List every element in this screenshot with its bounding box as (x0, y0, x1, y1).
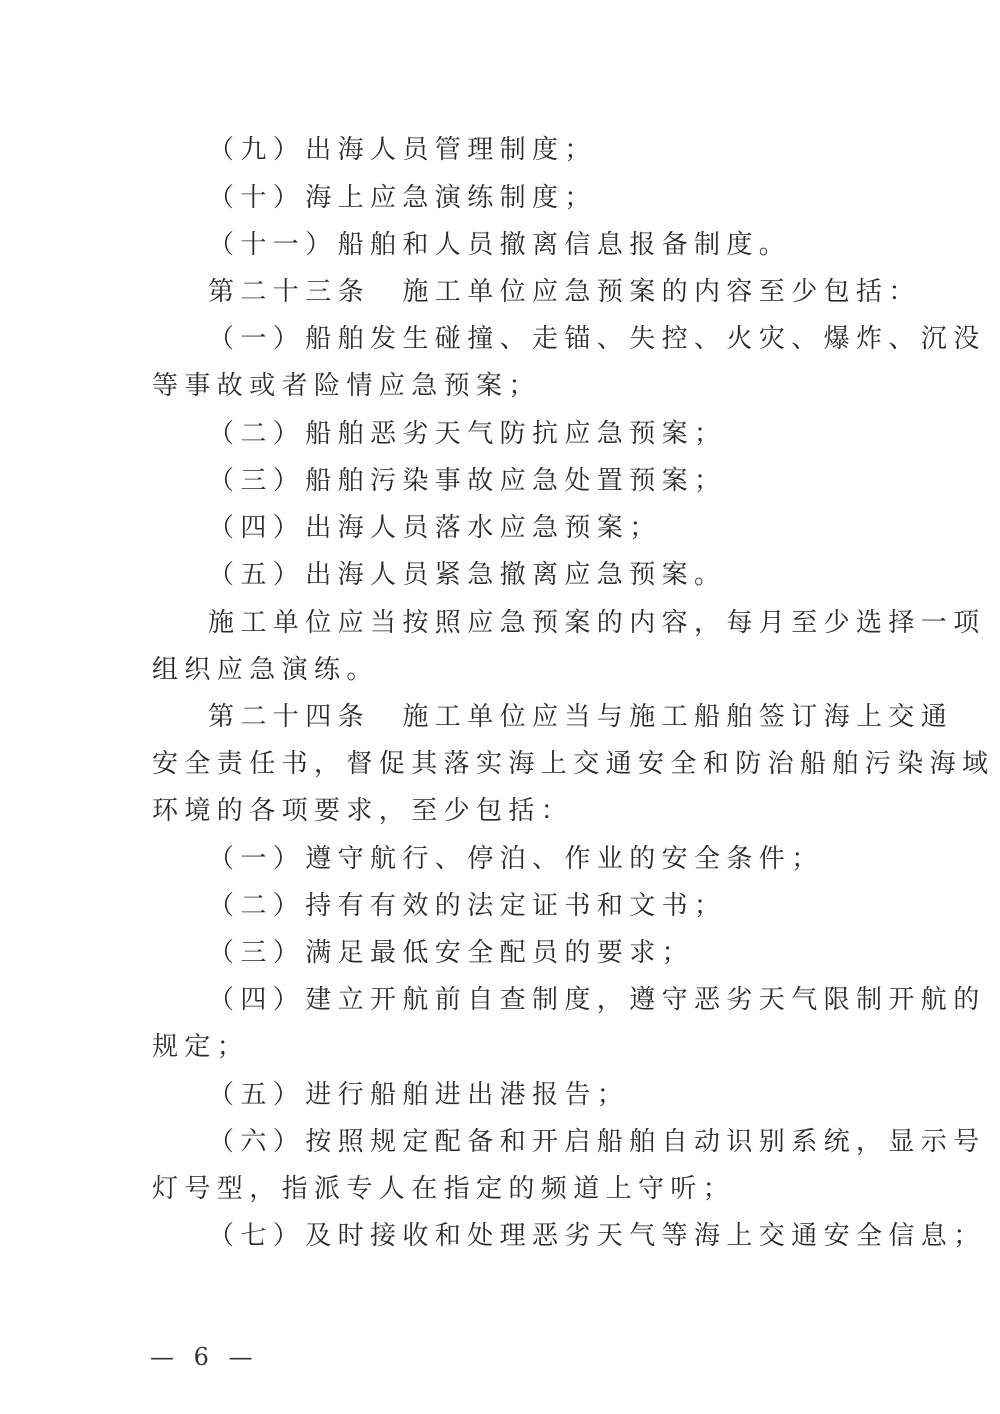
text-line-1: （九）出海人员管理制度； (208, 135, 597, 165)
text-line-3: （十一）船舶和人员撤离信息报备制度。 (208, 230, 792, 260)
text-line-23: 灯号型，指派专人在指定的频道上守听； (152, 1174, 736, 1204)
text-line-8: （三）船舶污染事故应急处置预案； (208, 466, 727, 496)
text-line-16: （一）遵守航行、停泊、作业的安全条件； (208, 844, 824, 874)
text-line-20: 规定； (152, 1032, 250, 1062)
text-line-18: （三）满足最低安全配员的要求； (208, 938, 695, 968)
text-line-22: （六）按照规定配备和开启船舶自动识别系统，显示号 (208, 1127, 986, 1157)
text-line-14: 安全责任书，督促其落实海上交通安全和防治船舶污染海域 (152, 749, 995, 779)
page-number: — 6 — (150, 1343, 259, 1371)
text-line-5: （一）船舶发生碰撞、走锚、失控、火灾、爆炸、沉没 (208, 324, 986, 354)
text-line-15: 环境的各项要求，至少包括： (152, 796, 574, 826)
text-line-2: （十）海上应急演练制度； (208, 183, 597, 213)
text-line-10: （五）出海人员紧急撤离应急预案。 (208, 560, 727, 590)
text-line-21: （五）进行船舶进出港报告； (208, 1080, 630, 1110)
text-line-17: （二）持有有效的法定证书和文书； (208, 891, 727, 921)
text-line-11: 施工单位应当按照应急预案的内容，每月至少选择一项 (208, 608, 986, 638)
text-line-19: （四）建立开航前自查制度，遵守恶劣天气限制开航的 (208, 985, 986, 1015)
article-24-heading: 第二十四条 施工单位应当与施工船舶签订海上交通 (208, 702, 954, 732)
text-line-9: （四）出海人员落水应急预案； (208, 513, 662, 543)
text-line-6: 等事故或者险情应急预案； (152, 371, 541, 401)
article-23-heading: 第二十三条 施工单位应急预案的内容至少包括： (208, 277, 921, 307)
text-line-7: （二）船舶恶劣天气防抗应急预案； (208, 419, 727, 449)
text-line-24: （七）及时接收和处理恶劣天气等海上交通安全信息； (208, 1221, 986, 1251)
text-line-12: 组织应急演练。 (152, 655, 379, 685)
